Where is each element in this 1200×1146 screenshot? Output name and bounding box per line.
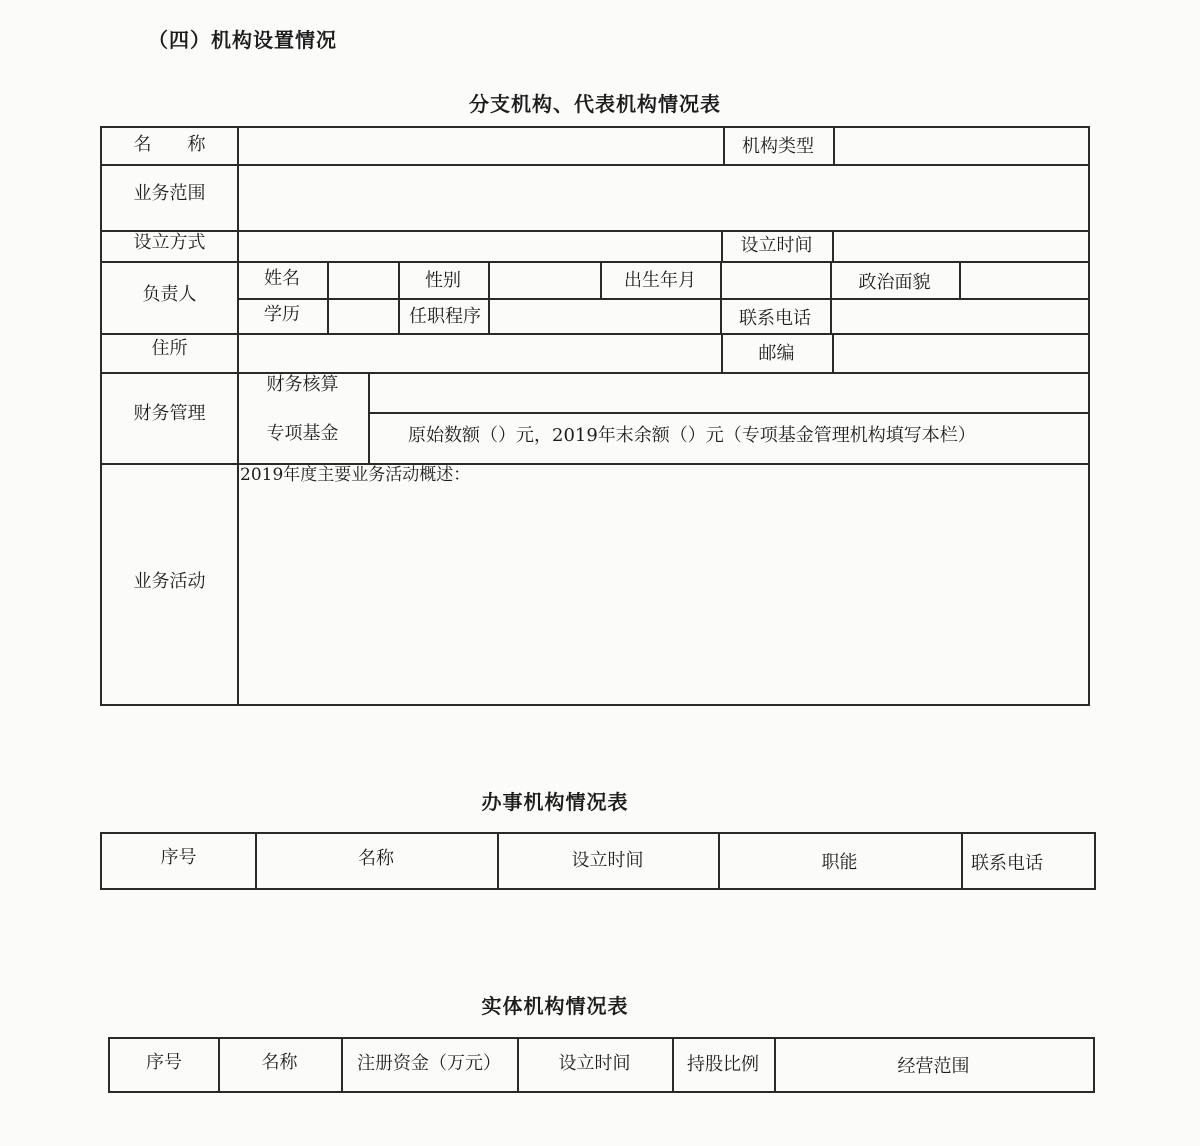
org-type-label: 机构类型 bbox=[742, 136, 814, 157]
accounting-label: 财务核算 bbox=[266, 374, 339, 395]
activity-label: 业务活动 bbox=[133, 571, 206, 592]
office-table-title: 办事机构情况表 bbox=[481, 790, 629, 814]
section-heading: （四）机构设置情况 bbox=[148, 28, 337, 52]
appointment-label: 任职程序 bbox=[409, 306, 481, 327]
phone-label: 联系电话 bbox=[739, 308, 811, 329]
special-fund-text: 原始数额（）元，2019年末余额（）元（专项基金管理机构填写本栏） bbox=[408, 425, 976, 446]
office-header-index: 序号 bbox=[160, 847, 197, 868]
office-header-name: 名称 bbox=[358, 848, 394, 869]
name-label: 名 称 bbox=[133, 134, 206, 155]
education-label: 学历 bbox=[264, 304, 300, 325]
office-header-function: 职能 bbox=[821, 852, 858, 873]
political-label: 政治面貌 bbox=[858, 272, 931, 293]
entity-header-capital: 注册资金（万元） bbox=[357, 1053, 501, 1074]
entity-table-title: 实体机构情况表 bbox=[481, 994, 629, 1018]
special-fund-label: 专项基金 bbox=[266, 423, 339, 444]
setup-time-label: 设立时间 bbox=[740, 235, 813, 256]
entity-header-share: 持股比例 bbox=[687, 1054, 759, 1075]
address-label: 住所 bbox=[151, 338, 188, 359]
office-header-phone: 联系电话 bbox=[971, 853, 1043, 874]
leader-name-label: 姓名 bbox=[264, 268, 300, 289]
office-header-setup-time: 设立时间 bbox=[571, 850, 644, 871]
postcode-label: 邮编 bbox=[758, 343, 795, 364]
gender-label: 性别 bbox=[425, 270, 461, 291]
setup-method-label: 设立方式 bbox=[133, 232, 206, 253]
entity-header-scope: 经营范围 bbox=[897, 1056, 970, 1077]
entity-header-index: 序号 bbox=[146, 1052, 182, 1073]
activity-text: 2019年度主要业务活动概述： bbox=[240, 465, 471, 485]
leader-label: 负责人 bbox=[142, 284, 197, 305]
branch-table-title: 分支机构、代表机构情况表 bbox=[469, 92, 721, 116]
business-scope-label: 业务范围 bbox=[133, 183, 206, 204]
branch-table bbox=[100, 126, 1090, 706]
entity-header-setup-time: 设立时间 bbox=[558, 1053, 631, 1074]
birth-label: 出生年月 bbox=[624, 270, 696, 291]
entity-header-name: 名称 bbox=[261, 1052, 298, 1073]
finance-label: 财务管理 bbox=[133, 403, 206, 424]
